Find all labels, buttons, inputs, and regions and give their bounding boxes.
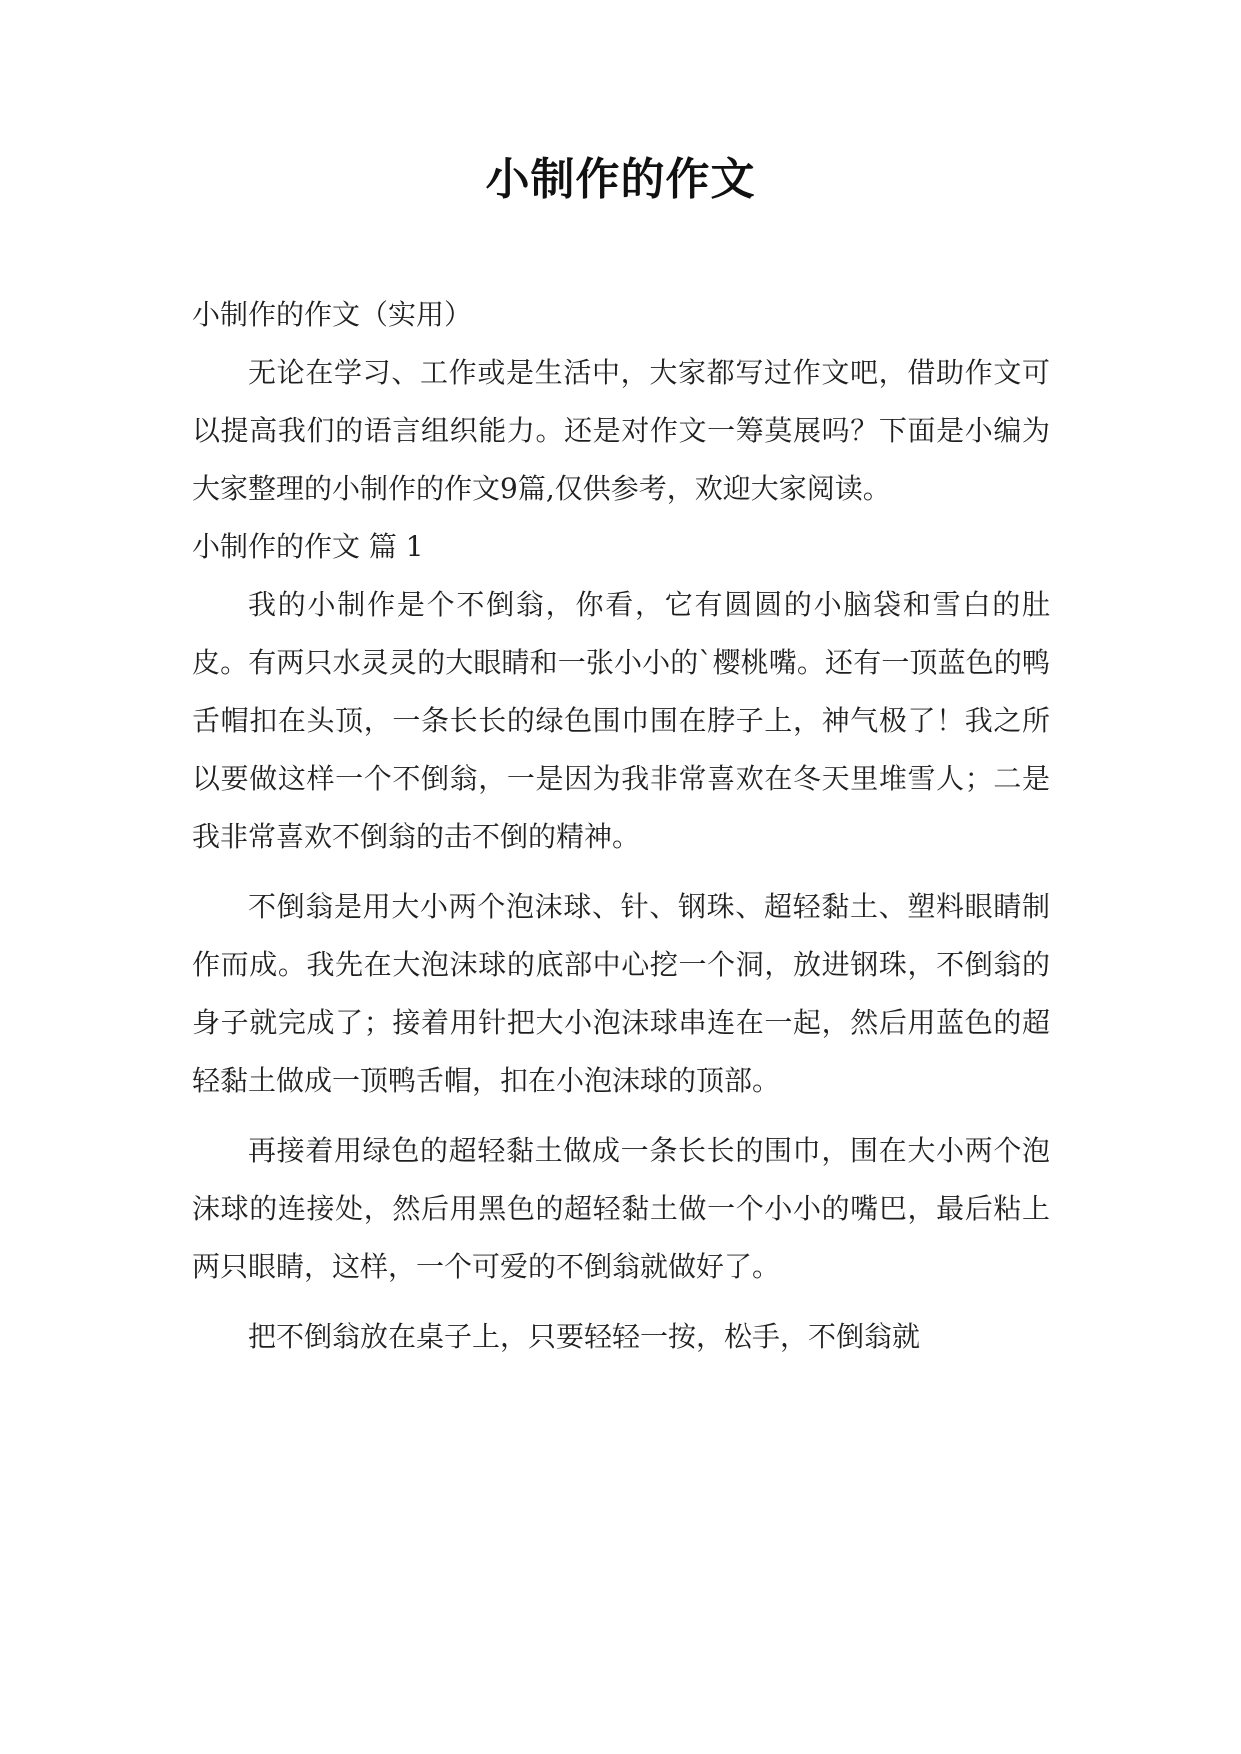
body-paragraph: 把不倒翁放在桌子上，只要轻轻一按，松手，不倒翁就	[248, 1320, 921, 1353]
body-paragraph: 不倒翁是用大小两个泡沫球、针、钢珠、超轻黏土、塑料眼睛制作而成。我先在大泡沫球的底部中心挖一个洞，放进钢珠，不倒翁的身子就完成了；接着用针把大小泡沫球串连在一起，然后用蓝色的超轻黏土做成一顶鸭舌帽，扣在小泡沫球的顶部。	[192, 890, 1050, 1097]
intro-paragraph: 无论在学习、工作或是生活中，大家都写过作文吧，借助作文可以提高我们的语言组织能力。还是对作文一筹莫展吗？下面是小编为大家整理的小制作的作文9篇,仅供参考，欢迎大家阅读。	[192, 356, 1050, 505]
document-body	[192, 286, 1050, 1378]
document-subtitle: 小制作的作文（实用）	[192, 298, 473, 331]
body-paragraph: 我的小制作是个不倒翁，你看，它有圆圆的小脑袋和雪白的肚皮。有两只水灵灵的大眼睛和一张小小的`樱桃嘴。还有一顶蓝色的鸭舌帽扣在头顶，一条长长的绿色围巾围在脖子上，神气极了！我之所以要做这样一个不倒翁，一是因为我非常喜欢在冬天里堆雪人；二是我非常喜欢不倒翁的击不倒的精神。	[192, 588, 1050, 853]
document-title: 小制作的作文	[485, 154, 756, 205]
section-heading: 小制作的作文 篇 1	[192, 530, 424, 563]
body-paragraph: 再接着用绿色的超轻黏土做成一条长长的围巾，围在大小两个泡沫球的连接处，然后用黑色的超轻黏土做一个小小的嘴巴，最后粘上两只眼睛，这样，一个可爱的不倒翁就做好了。	[192, 1134, 1050, 1283]
